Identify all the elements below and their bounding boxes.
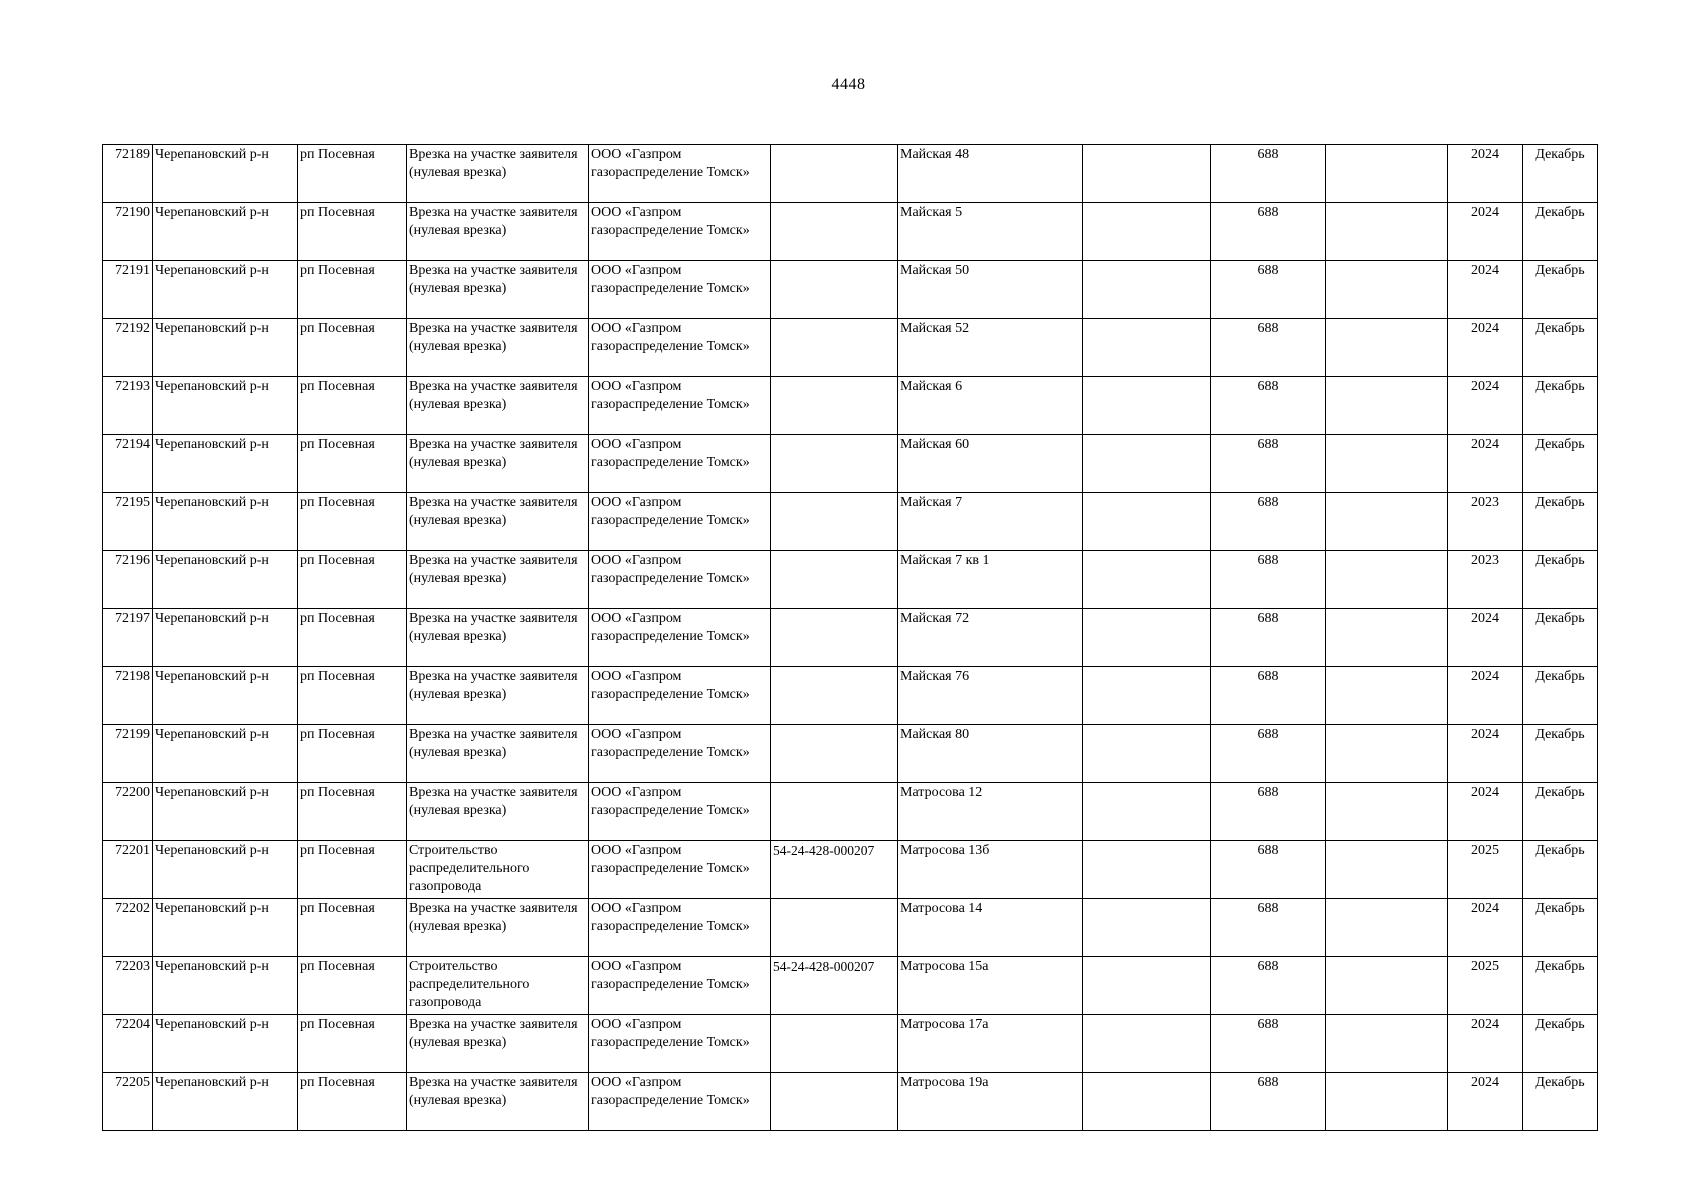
- empty-cell: [1326, 609, 1448, 667]
- cadastral-number-cell: [771, 377, 898, 435]
- empty-cell: [1083, 377, 1211, 435]
- empty-cell: [1083, 493, 1211, 551]
- address-cell: Майская 76: [898, 667, 1083, 725]
- empty-cell: [1083, 1073, 1211, 1131]
- row-number-cell: 72194: [103, 435, 153, 493]
- empty-cell: [1326, 203, 1448, 261]
- organization-cell: ООО «Газпром газораспределение Томск»: [589, 551, 771, 609]
- cost-cell: 688: [1211, 377, 1326, 435]
- empty-cell: [1326, 725, 1448, 783]
- row-number-cell: 72195: [103, 493, 153, 551]
- year-cell: 2024: [1448, 609, 1523, 667]
- organization-cell: ООО «Газпром газораспределение Томск»: [589, 435, 771, 493]
- address-cell: Майская 80: [898, 725, 1083, 783]
- settlement-cell: рп Посевная: [298, 1015, 407, 1073]
- cost-cell: 688: [1211, 493, 1326, 551]
- cost-cell: 688: [1211, 899, 1326, 957]
- cadastral-number-cell: [771, 145, 898, 203]
- organization-cell: ООО «Газпром газораспределение Томск»: [589, 1073, 771, 1131]
- work-type-cell: Врезка на участке заявителя (нулевая врезка): [407, 261, 589, 319]
- year-cell: 2023: [1448, 493, 1523, 551]
- settlement-cell: рп Посевная: [298, 319, 407, 377]
- district-cell: Черепановский р-н: [153, 1073, 298, 1131]
- organization-cell: ООО «Газпром газораспределение Томск»: [589, 841, 771, 899]
- settlement-cell: рп Посевная: [298, 667, 407, 725]
- address-cell: Матросова 14: [898, 899, 1083, 957]
- district-cell: Черепановский р-н: [153, 899, 298, 957]
- empty-cell: [1326, 145, 1448, 203]
- year-cell: 2024: [1448, 1015, 1523, 1073]
- work-type-cell: Врезка на участке заявителя (нулевая врезка): [407, 783, 589, 841]
- empty-cell: [1326, 435, 1448, 493]
- work-type-cell: Врезка на участке заявителя (нулевая врезка): [407, 1073, 589, 1131]
- address-cell: Майская 72: [898, 609, 1083, 667]
- table-row: [103, 899, 1598, 957]
- month-cell: Декабрь: [1523, 377, 1598, 435]
- table-body: [103, 145, 1598, 1131]
- cadastral-number-cell: 54-24-428-000207: [771, 841, 898, 899]
- month-cell: Декабрь: [1523, 725, 1598, 783]
- year-cell: 2024: [1448, 261, 1523, 319]
- cadastral-number-cell: [771, 319, 898, 377]
- year-cell: 2024: [1448, 145, 1523, 203]
- month-cell: Декабрь: [1523, 783, 1598, 841]
- empty-cell: [1083, 319, 1211, 377]
- address-cell: Матросова 12: [898, 783, 1083, 841]
- month-cell: Декабрь: [1523, 261, 1598, 319]
- district-cell: Черепановский р-н: [153, 261, 298, 319]
- district-cell: Черепановский р-н: [153, 667, 298, 725]
- work-type-cell: Врезка на участке заявителя (нулевая врезка): [407, 725, 589, 783]
- table-row: [103, 377, 1598, 435]
- empty-cell: [1083, 957, 1211, 1015]
- settlement-cell: рп Посевная: [298, 609, 407, 667]
- cost-cell: 688: [1211, 1015, 1326, 1073]
- organization-cell: ООО «Газпром газораспределение Томск»: [589, 261, 771, 319]
- address-cell: Матросова 15а: [898, 957, 1083, 1015]
- empty-cell: [1083, 1015, 1211, 1073]
- cost-cell: 688: [1211, 145, 1326, 203]
- work-type-cell: Врезка на участке заявителя (нулевая врезка): [407, 203, 589, 261]
- cadastral-number-cell: [771, 1073, 898, 1131]
- empty-cell: [1083, 551, 1211, 609]
- address-cell: Майская 60: [898, 435, 1083, 493]
- empty-cell: [1326, 667, 1448, 725]
- month-cell: Декабрь: [1523, 899, 1598, 957]
- table-row: [103, 1015, 1598, 1073]
- settlement-cell: рп Посевная: [298, 377, 407, 435]
- table-row: [103, 841, 1598, 899]
- year-cell: 2024: [1448, 783, 1523, 841]
- table-row: [103, 145, 1598, 203]
- year-cell: 2023: [1448, 551, 1523, 609]
- row-number-cell: 72202: [103, 899, 153, 957]
- organization-cell: ООО «Газпром газораспределение Томск»: [589, 899, 771, 957]
- month-cell: Декабрь: [1523, 203, 1598, 261]
- table-row: [103, 667, 1598, 725]
- row-number-cell: 72198: [103, 667, 153, 725]
- district-cell: Черепановский р-н: [153, 377, 298, 435]
- table-row: [103, 435, 1598, 493]
- row-number-cell: 72204: [103, 1015, 153, 1073]
- address-cell: Майская 48: [898, 145, 1083, 203]
- row-number-cell: 72201: [103, 841, 153, 899]
- district-cell: Черепановский р-н: [153, 145, 298, 203]
- settlement-cell: рп Посевная: [298, 261, 407, 319]
- table-row: [103, 493, 1598, 551]
- cadastral-number-cell: [771, 261, 898, 319]
- work-type-cell: Врезка на участке заявителя (нулевая врезка): [407, 435, 589, 493]
- address-cell: Майская 6: [898, 377, 1083, 435]
- table-row: [103, 725, 1598, 783]
- year-cell: 2024: [1448, 203, 1523, 261]
- organization-cell: ООО «Газпром газораспределение Томск»: [589, 145, 771, 203]
- address-cell: Майская 7 кв 1: [898, 551, 1083, 609]
- address-cell: Матросова 13б: [898, 841, 1083, 899]
- empty-cell: [1083, 725, 1211, 783]
- organization-cell: ООО «Газпром газораспределение Томск»: [589, 319, 771, 377]
- row-number-cell: 72190: [103, 203, 153, 261]
- cost-cell: 688: [1211, 957, 1326, 1015]
- cost-cell: 688: [1211, 667, 1326, 725]
- district-cell: Черепановский р-н: [153, 725, 298, 783]
- settlement-cell: рп Посевная: [298, 203, 407, 261]
- month-cell: Декабрь: [1523, 493, 1598, 551]
- organization-cell: ООО «Газпром газораспределение Томск»: [589, 783, 771, 841]
- row-number-cell: 72199: [103, 725, 153, 783]
- empty-cell: [1083, 667, 1211, 725]
- month-cell: Декабрь: [1523, 435, 1598, 493]
- cadastral-number-cell: 54-24-428-000207: [771, 957, 898, 1015]
- empty-cell: [1083, 203, 1211, 261]
- cost-cell: 688: [1211, 435, 1326, 493]
- organization-cell: ООО «Газпром газораспределение Томск»: [589, 957, 771, 1015]
- work-type-cell: Строительство распределительного газопровода: [407, 957, 589, 1015]
- empty-cell: [1083, 609, 1211, 667]
- table-row: [103, 1073, 1598, 1131]
- address-cell: Матросова 19а: [898, 1073, 1083, 1131]
- settlement-cell: рп Посевная: [298, 435, 407, 493]
- empty-cell: [1326, 841, 1448, 899]
- month-cell: Декабрь: [1523, 1073, 1598, 1131]
- year-cell: 2024: [1448, 319, 1523, 377]
- row-number-cell: 72196: [103, 551, 153, 609]
- work-type-cell: Врезка на участке заявителя (нулевая врезка): [407, 899, 589, 957]
- cost-cell: 688: [1211, 203, 1326, 261]
- empty-cell: [1326, 493, 1448, 551]
- row-number-cell: 72197: [103, 609, 153, 667]
- organization-cell: ООО «Газпром газораспределение Томск»: [589, 1015, 771, 1073]
- year-cell: 2024: [1448, 435, 1523, 493]
- month-cell: Декабрь: [1523, 551, 1598, 609]
- work-type-cell: Врезка на участке заявителя (нулевая врезка): [407, 145, 589, 203]
- settlement-cell: рп Посевная: [298, 145, 407, 203]
- table-row: [103, 261, 1598, 319]
- address-cell: Майская 50: [898, 261, 1083, 319]
- cadastral-number-cell: [771, 725, 898, 783]
- year-cell: 2025: [1448, 841, 1523, 899]
- cost-cell: 688: [1211, 319, 1326, 377]
- year-cell: 2024: [1448, 899, 1523, 957]
- cost-cell: 688: [1211, 609, 1326, 667]
- district-cell: Черепановский р-н: [153, 551, 298, 609]
- district-cell: Черепановский р-н: [153, 957, 298, 1015]
- page-number: 4448: [831, 76, 866, 93]
- address-cell: Майская 5: [898, 203, 1083, 261]
- address-cell: Майская 52: [898, 319, 1083, 377]
- cost-cell: 688: [1211, 551, 1326, 609]
- empty-cell: [1083, 899, 1211, 957]
- district-cell: Черепановский р-н: [153, 841, 298, 899]
- month-cell: Декабрь: [1523, 609, 1598, 667]
- cadastral-number-cell: [771, 493, 898, 551]
- empty-cell: [1326, 551, 1448, 609]
- cost-cell: 688: [1211, 841, 1326, 899]
- year-cell: 2025: [1448, 957, 1523, 1015]
- month-cell: Декабрь: [1523, 957, 1598, 1015]
- organization-cell: ООО «Газпром газораспределение Томск»: [589, 725, 771, 783]
- work-type-cell: Строительство распределительного газопровода: [407, 841, 589, 899]
- month-cell: Декабрь: [1523, 319, 1598, 377]
- cadastral-number-cell: [771, 435, 898, 493]
- work-type-cell: Врезка на участке заявителя (нулевая врезка): [407, 1015, 589, 1073]
- row-number-cell: 72189: [103, 145, 153, 203]
- empty-cell: [1083, 435, 1211, 493]
- district-cell: Черепановский р-н: [153, 435, 298, 493]
- year-cell: 2024: [1448, 725, 1523, 783]
- district-cell: Черепановский р-н: [153, 609, 298, 667]
- empty-cell: [1326, 377, 1448, 435]
- cadastral-number-cell: [771, 1015, 898, 1073]
- empty-cell: [1083, 145, 1211, 203]
- cadastral-number-cell: [771, 203, 898, 261]
- settlement-cell: рп Посевная: [298, 841, 407, 899]
- empty-cell: [1326, 1015, 1448, 1073]
- address-cell: Матросова 17а: [898, 1015, 1083, 1073]
- row-number-cell: 72192: [103, 319, 153, 377]
- cadastral-number-cell: [771, 551, 898, 609]
- cadastral-number-cell: [771, 609, 898, 667]
- cost-cell: 688: [1211, 1073, 1326, 1131]
- row-number-cell: 72203: [103, 957, 153, 1015]
- work-type-cell: Врезка на участке заявителя (нулевая врезка): [407, 377, 589, 435]
- row-number-cell: 72200: [103, 783, 153, 841]
- empty-cell: [1326, 957, 1448, 1015]
- table-row: [103, 609, 1598, 667]
- month-cell: Декабрь: [1523, 145, 1598, 203]
- cadastral-number-cell: [771, 667, 898, 725]
- district-cell: Черепановский р-н: [153, 319, 298, 377]
- organization-cell: ООО «Газпром газораспределение Томск»: [589, 203, 771, 261]
- district-cell: Черепановский р-н: [153, 783, 298, 841]
- work-type-cell: Врезка на участке заявителя (нулевая врезка): [407, 667, 589, 725]
- settlement-cell: рп Посевная: [298, 957, 407, 1015]
- empty-cell: [1083, 261, 1211, 319]
- empty-cell: [1083, 783, 1211, 841]
- organization-cell: ООО «Газпром газораспределение Томск»: [589, 493, 771, 551]
- row-number-cell: 72193: [103, 377, 153, 435]
- row-number-cell: 72205: [103, 1073, 153, 1131]
- work-type-cell: Врезка на участке заявителя (нулевая врезка): [407, 551, 589, 609]
- address-cell: Майская 7: [898, 493, 1083, 551]
- table-row: [103, 203, 1598, 261]
- month-cell: Декабрь: [1523, 1015, 1598, 1073]
- empty-cell: [1326, 783, 1448, 841]
- work-type-cell: Врезка на участке заявителя (нулевая врезка): [407, 319, 589, 377]
- table-row: [103, 319, 1598, 377]
- year-cell: 2024: [1448, 667, 1523, 725]
- organization-cell: ООО «Газпром газораспределение Томск»: [589, 377, 771, 435]
- district-cell: Черепановский р-н: [153, 1015, 298, 1073]
- settlement-cell: рп Посевная: [298, 725, 407, 783]
- year-cell: 2024: [1448, 377, 1523, 435]
- work-type-cell: Врезка на участке заявителя (нулевая врезка): [407, 493, 589, 551]
- cost-cell: 688: [1211, 261, 1326, 319]
- month-cell: Декабрь: [1523, 667, 1598, 725]
- settlement-cell: рп Посевная: [298, 1073, 407, 1131]
- settlement-cell: рп Посевная: [298, 493, 407, 551]
- month-cell: Декабрь: [1523, 841, 1598, 899]
- organization-cell: ООО «Газпром газораспределение Томск»: [589, 609, 771, 667]
- year-cell: 2024: [1448, 1073, 1523, 1131]
- table-row: [103, 551, 1598, 609]
- organization-cell: ООО «Газпром газораспределение Томск»: [589, 667, 771, 725]
- district-cell: Черепановский р-н: [153, 203, 298, 261]
- table-row: [103, 783, 1598, 841]
- gasification-register-table: [102, 144, 1598, 1131]
- cadastral-number-cell: [771, 783, 898, 841]
- settlement-cell: рп Посевная: [298, 551, 407, 609]
- work-type-cell: Врезка на участке заявителя (нулевая врезка): [407, 609, 589, 667]
- empty-cell: [1326, 319, 1448, 377]
- empty-cell: [1326, 1073, 1448, 1131]
- settlement-cell: рп Посевная: [298, 899, 407, 957]
- empty-cell: [1326, 899, 1448, 957]
- empty-cell: [1083, 841, 1211, 899]
- cadastral-number-cell: [771, 899, 898, 957]
- table-row: [103, 957, 1598, 1015]
- empty-cell: [1326, 261, 1448, 319]
- settlement-cell: рп Посевная: [298, 783, 407, 841]
- cost-cell: 688: [1211, 783, 1326, 841]
- district-cell: Черепановский р-н: [153, 493, 298, 551]
- cost-cell: 688: [1211, 725, 1326, 783]
- row-number-cell: 72191: [103, 261, 153, 319]
